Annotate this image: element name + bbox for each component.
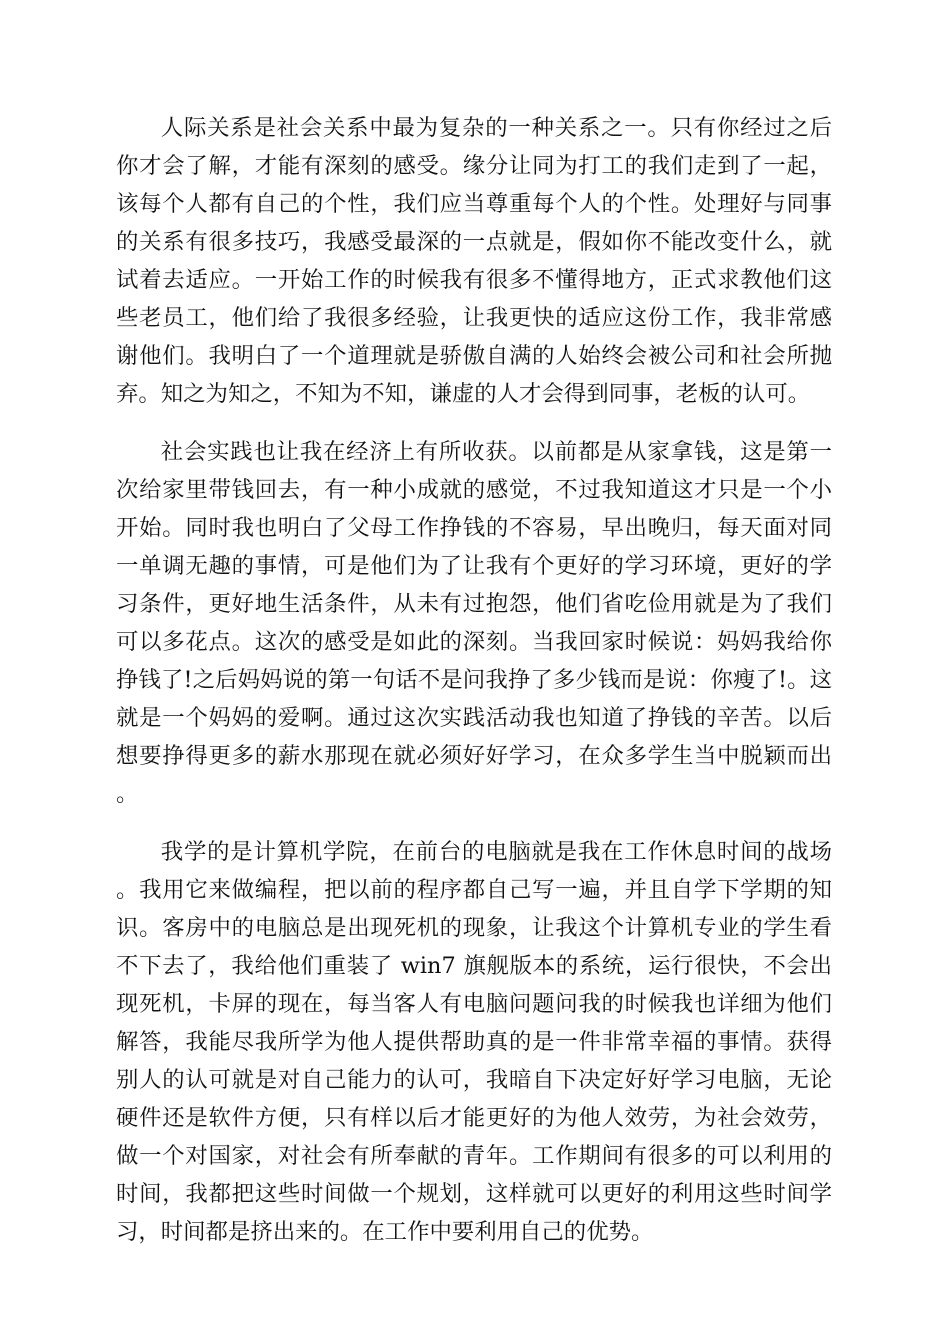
document-body <box>116 109 832 1271</box>
paragraph-computer-study: 我学的是计算机学院，在前台的电脑就是我在工作休息时间的战场。我用它来做编程，把以前的程序都自己写一遍，并且自学下学期的知识。客房中的电脑总是出现死机的现象，让我这个计算机专业的学生看不下去了，我给他们重装了 win7 旗舰版本的系统，运行很快，不会出现死机，卡屏的现在，每当客人有电脑问题问我的时候我也详细为他们解答，我能尽我所学为他人提供帮助真的是一件非常幸福的事情。获得别人的认可就是对自己能力的认可，我暗自下决定好好学习电脑，无论硬件还是软件方便，只有样以后才能更好的为他人效劳，为社会效劳，做一个对国家，对社会有所奉献的青年。工作期间有很多的可以利用的时间，我都把这些时间做一个规划，这样就可以更好的利用这些时间学习，时间都是挤出来的。在工作中要利用自己的优势。 <box>116 839 832 1245</box>
paragraph-economic-gain: 社会实践也让我在经济上有所收获。以前都是从家拿钱，这是第一次给家里带钱回去，有一种小成就的感觉，不过我知道这才只是一个小开始。同时我也明白了父母工作挣钱的不容易，早出晚归，每天面对同一单调无趣的事情，可是他们为了让我有个更好的学习环境，更好的学习条件，更好地生活条件，从未有过抱怨，他们省吃俭用就是为了我们可以多花点。这次的感受是如此的深刻。当我回家时候说：妈妈我给你挣钱了!之后妈妈说的第一句话不是问我挣了多少钱而是说：你瘦了!。这就是一个妈妈的爱啊。通过这次实践活动我也知道了挣钱的辛苦。以后想要挣得更多的薪水那现在就必须好好学习，在众多学生当中脱颖而出。 <box>116 439 832 807</box>
paragraph-relationships: 人际关系是社会关系中最为复杂的一种关系之一。只有你经过之后你才会了解，才能有深刻的感受。缘分让同为打工的我们走到了一起，该每个人都有自己的个性，我们应当尊重每个人的个性。处理好与同事的关系有很多技巧，我感受最深的一点就是，假如你不能改变什么，就试着去适应。一开始工作的时候我有很多不懂得地方，正式求教他们这些老员工，他们给了我很多经验，让我更快的适应这份工作，我非常感谢他们。我明白了一个道理就是骄傲自满的人始终会被公司和社会所抛弃。知之为知之，不知为不知，谦虚的人才会得到同事，老板的认可。 <box>116 115 832 407</box>
